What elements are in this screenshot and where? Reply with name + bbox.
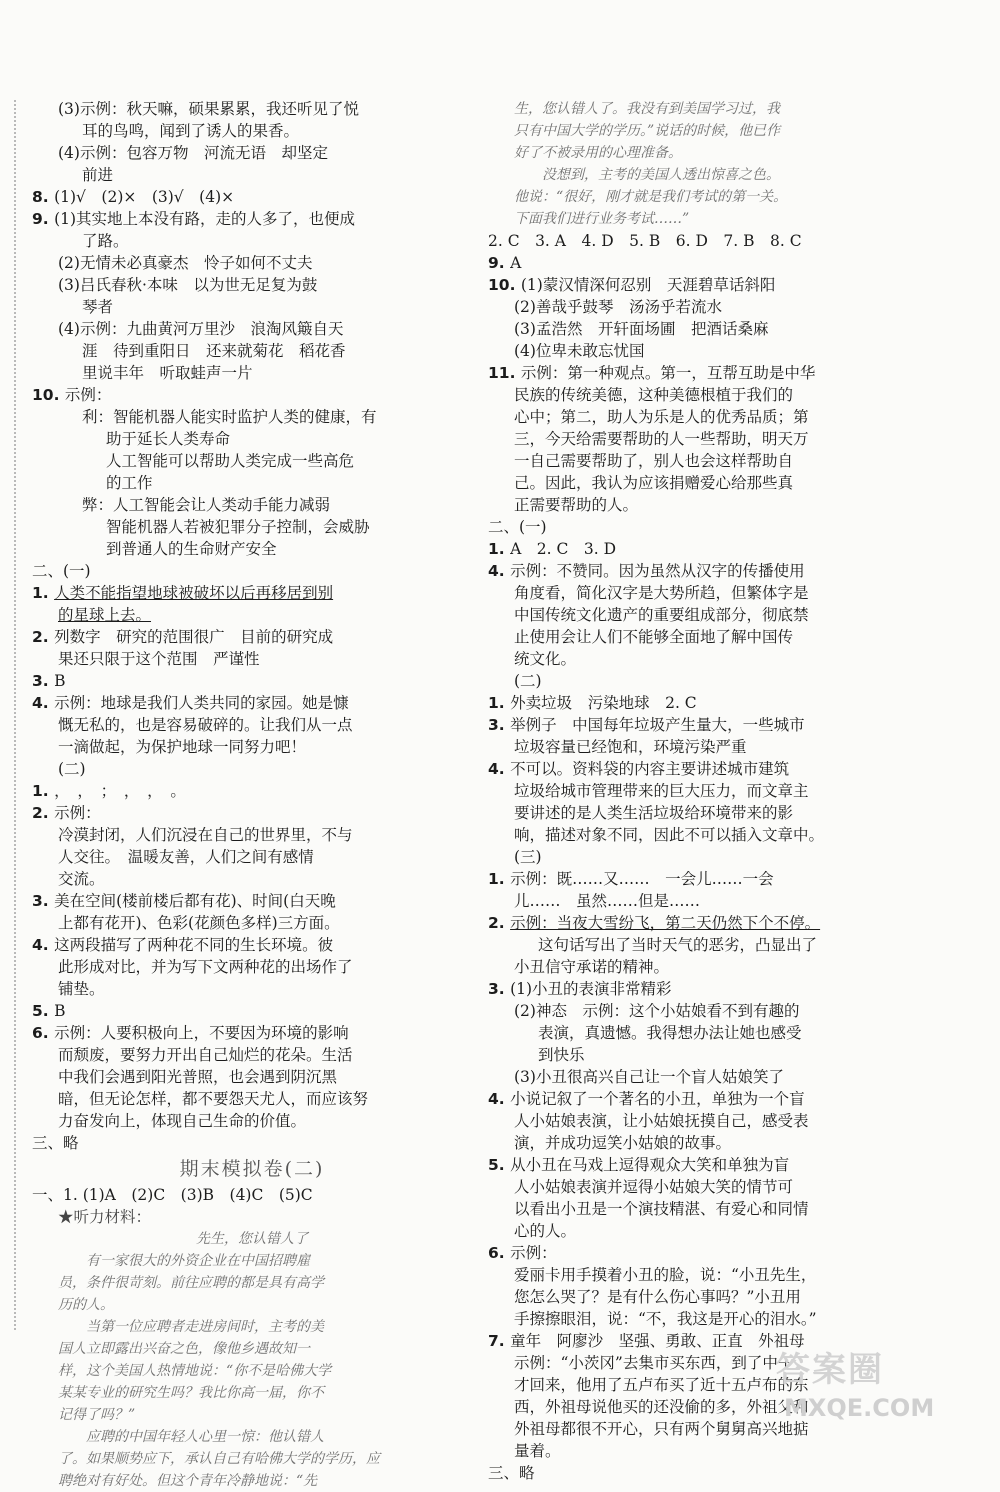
watermark-url: MXQE.COM — [784, 1394, 935, 1422]
right-answer-line — [488, 956, 958, 978]
answer-text: 弊：人工智能会让人类动手能力减弱 — [82, 496, 331, 514]
listening-line: 记得了吗？” — [58, 1407, 136, 1423]
question-number: 5. — [488, 1156, 511, 1174]
right-answer-line — [488, 252, 958, 274]
listening-line: 有一家很大的外资企业在中国招聘雇 — [58, 1253, 310, 1269]
right-answer-line — [488, 296, 958, 318]
answer-text: 从小丑在马戏上逗得观众大笑和单独为盲 — [510, 1156, 790, 1174]
listening-line: 应聘的中国年轻人心里一惊：他认错人 — [58, 1429, 324, 1445]
left-answer-line — [32, 1000, 472, 1022]
right-answer-line — [488, 406, 958, 428]
answer-text: 示例：第一种观点。第一，互帮互助是中华 — [520, 364, 816, 382]
left-answer-line — [32, 494, 472, 516]
right-answer-lines — [488, 230, 958, 1484]
listening-line: 样，这个美国人热情地说：“你不是哈佛大学 — [58, 1363, 332, 1379]
right-answer-line — [488, 934, 958, 956]
left-answer-line — [32, 186, 472, 208]
right-answer-line — [488, 560, 958, 582]
margin-dotted-line — [14, 100, 16, 1330]
right-answer-line — [488, 626, 958, 648]
answer-text: 力奋发向上，体现自己生命的价值。 — [58, 1112, 307, 1130]
answer-text: 爱丽卡用手摸着小丑的脸，说：“小丑先生， — [514, 1266, 817, 1284]
left-answer-line — [32, 912, 472, 934]
answer-text: 演，并成功逗笑小姑娘的故事。 — [514, 1134, 732, 1152]
answer-text: (二) — [514, 672, 542, 690]
answer-text: 示例：人要积极向上，不要因为环境的影响 — [54, 1024, 349, 1042]
left-answer-line — [32, 780, 472, 802]
part1-answers: 一、1. (1)A (2)C (3)B (4)C (5)C — [32, 1186, 313, 1204]
answer-text: 垃圾给城市管理带来的巨大压力，而文章主 — [514, 782, 809, 800]
answer-text: 二、(一) — [488, 518, 547, 536]
right-answer-line — [488, 1308, 958, 1330]
answer-text: 的工作 — [106, 474, 153, 492]
answer-text: 示例：地球是我们人类共同的家园。她是慷 — [54, 694, 349, 712]
right-answer-line — [488, 1110, 958, 1132]
question-number: 2. — [32, 628, 55, 646]
answer-text: 角度看，简化汉字是大势所趋，但繁体字是 — [514, 584, 809, 602]
listening-line: 只有中国大学的学历。”说话的时候，他已作 — [514, 123, 781, 139]
left-answer-line — [32, 934, 472, 956]
question-number: 3. — [32, 892, 55, 910]
left-answer-line — [32, 142, 472, 164]
right-answer-line — [488, 340, 958, 362]
answer-text: 果还只限于这个范围 严谨性 — [58, 650, 260, 668]
right-answer-line — [488, 1066, 958, 1088]
right-answer-line — [488, 648, 958, 670]
answer-text: 二、(一) — [32, 562, 91, 580]
right-answer-line — [488, 538, 958, 560]
left-answer-line — [32, 802, 472, 824]
right-answer-line — [488, 1000, 958, 1022]
question-number: 11. — [488, 364, 521, 382]
answer-text: (3)孟浩然 开轩面场圃 把酒话桑麻 — [514, 320, 769, 338]
left-answer-line — [32, 472, 472, 494]
answer-text: 人工智能可以帮助人类完成一些高危 — [106, 452, 355, 470]
answer-text: 举例子 中国每年垃圾产生量大，一些城市 — [510, 716, 805, 734]
answer-text: 到普通人的生命财产安全 — [106, 540, 277, 558]
right-answer-line — [488, 1286, 958, 1308]
right-answer-line — [488, 670, 958, 692]
left-answer-line — [32, 868, 472, 890]
answer-text: 止使用会让人们不能够全面地了解中国传 — [514, 628, 794, 646]
right-answer-line — [488, 824, 958, 846]
right-answer-line — [488, 516, 958, 538]
answer-text: 童年 阿廖沙 坚强、勇敢、正直 外祖母 — [510, 1332, 805, 1350]
answer-text: 一自己需要帮助了，别人也会这样帮助自 — [514, 452, 794, 470]
watermark-logo — [776, 1342, 976, 1432]
left-answer-line — [32, 340, 472, 362]
left-answer-line — [32, 428, 472, 450]
listening-title: 先生，您认错人了 — [196, 1231, 308, 1247]
left-answer-line — [32, 296, 472, 318]
answer-text: B — [54, 672, 66, 690]
answer-text: 此形成对比，并为写下文两种花的出场作了 — [58, 958, 353, 976]
answer-text: 上都有花开)、色彩(花颜色多样)三方面。 — [58, 914, 340, 932]
answer-text: (2)神态 示例：这个小姑娘看不到有趣的 — [514, 1002, 800, 1020]
left-answer-line — [32, 164, 472, 186]
left-answer-line — [32, 208, 472, 230]
answer-text: 心中；第二，助人为乐是人的优秀品质；第 — [514, 408, 809, 426]
answer-text: (1)蒙汉情深何忍别 天涯碧草话斜阳 — [520, 276, 776, 294]
answer-text: 利：智能机器人能实时监护人类的健康，有 — [82, 408, 377, 426]
left-answer-line — [32, 1110, 472, 1132]
question-number: 1. — [488, 870, 511, 888]
answer-text: (3)吕氏春秋·本味 以为世无足复为鼓 — [58, 276, 318, 294]
answer-text: 这两段描写了两种花不同的生长环境。彼 — [54, 936, 334, 954]
listening-line: 没想到，主考的美国人透出惊喜之色。 — [514, 167, 780, 183]
right-answer-line — [488, 714, 958, 736]
left-answer-line — [32, 230, 472, 252]
question-number: 1. — [488, 694, 511, 712]
left-answer-line — [32, 538, 472, 560]
listening-line: 国人立即露出兴奋之色，像他乡遇故知一 — [58, 1341, 310, 1357]
right-column — [488, 98, 958, 1484]
left-answer-line — [32, 956, 472, 978]
question-number: 1. — [32, 782, 55, 800]
question-number: 3. — [488, 716, 511, 734]
answer-text: 列数字 研究的范围很广 目前的研究成 — [54, 628, 334, 646]
left-answer-line — [32, 362, 472, 384]
listening-line: 某某专业的研究生吗？我比你高一届，你不 — [58, 1385, 324, 1401]
answer-text: 智能机器人若被犯罪分子控制，会威胁 — [106, 518, 370, 536]
left-column — [32, 98, 472, 1492]
right-answer-line — [488, 1176, 958, 1198]
left-answer-line — [32, 120, 472, 142]
question-number: 4. — [32, 936, 55, 954]
answer-text: 示例： — [54, 804, 101, 822]
right-answer-line — [488, 604, 958, 626]
question-number: 2. — [32, 804, 55, 822]
answer-text: 三，今天给需要帮助的人一些帮助，明天万 — [514, 430, 809, 448]
left-answer-line — [32, 98, 472, 120]
answer-text: A 2. C 3. D — [510, 540, 616, 558]
left-answer-line — [32, 318, 472, 340]
answer-text: 人小姑娘表演并逗得小姑娘大笑的情节可 — [514, 1178, 794, 1196]
question-number: 7. — [488, 1332, 511, 1350]
right-answer-line — [488, 978, 958, 1000]
question-number: 6. — [488, 1244, 511, 1262]
listening-line: 好了不被录用的心理准备。 — [514, 145, 682, 161]
question-number: 9. — [32, 210, 55, 228]
left-answer-line — [32, 648, 472, 670]
question-number: 1. — [488, 540, 511, 558]
left-answer-line — [32, 626, 472, 648]
answer-text: 示例：不赞同。因为虽然从汉字的传播使用 — [510, 562, 805, 580]
question-number: 2. — [488, 914, 511, 932]
answer-text: 外卖垃圾 污染地球 2. C — [510, 694, 697, 712]
answer-text: 心的人。 — [514, 1222, 577, 1240]
answer-text: 人类不能指望地球被破坏以后再移居到别 — [54, 584, 334, 602]
listening-line: 他说：“很好，刚才就是我们考试的第一关。 — [514, 189, 788, 205]
question-number: 10. — [488, 276, 521, 294]
right-answer-line — [488, 318, 958, 340]
answer-text: 这句话写出了当时天气的恶劣，凸显出了 — [538, 936, 818, 954]
listening-text-right — [488, 98, 958, 230]
right-answer-line — [488, 1132, 958, 1154]
answer-text: 示例：当夜大雪纷飞，第二天仍然下个不停。 — [510, 914, 821, 932]
answer-text: (4)位卑未敢忘忧国 — [514, 342, 645, 360]
left-answer-line — [32, 1088, 472, 1110]
listening-line: 聘绝对有好处。但这个青年冷静地说：“先 — [58, 1473, 318, 1489]
right-answer-line — [488, 1242, 958, 1264]
question-number: 6. — [32, 1024, 55, 1042]
right-answer-line — [488, 692, 958, 714]
right-answer-line — [488, 758, 958, 780]
answer-text: (1)√ (2)× (3)√ (4)× — [54, 188, 235, 206]
right-answer-line — [488, 1440, 958, 1462]
question-number: 4. — [488, 760, 511, 778]
answer-text: 小说记叙了一个著名的小丑，单独为一个盲 — [510, 1090, 805, 1108]
answer-text: (4)示例：九曲黄河万里沙 浪淘风簸自天 — [58, 320, 344, 338]
left-answer-line — [32, 384, 472, 406]
answer-text: 示例：“小茨冈”去集市买东西，到了中午 — [514, 1354, 794, 1372]
answer-text: 2. C 3. A 4. D 5. B 6. D 7. B 8. C — [488, 232, 802, 250]
answer-text: 三、略 — [32, 1134, 79, 1152]
left-answer-line — [32, 736, 472, 758]
question-number: 3. — [488, 980, 511, 998]
listening-label: ★听力材料： — [58, 1208, 152, 1226]
listening-line: 下面我们进行业务考试……” — [514, 211, 690, 227]
right-answer-line — [488, 450, 958, 472]
left-answer-line — [32, 846, 472, 868]
answer-text: 不可以。资料袋的内容主要讲述城市建筑 — [510, 760, 790, 778]
answer-text: 您怎么哭了？是有什么伤心事吗？”小丑用 — [514, 1288, 801, 1306]
right-answer-line — [488, 1220, 958, 1242]
answer-text: 己。因此，我认为应该捐赠爱心给那些真 — [514, 474, 794, 492]
left-answer-line — [32, 1022, 472, 1044]
left-answer-line — [32, 582, 472, 604]
answer-text: 民族的传统美德，这种美德根植于我们的 — [514, 386, 794, 404]
answer-text: 一滴做起，为保护地球一同努力吧！ — [58, 738, 307, 756]
answer-text: 垃圾容量已经饱和，环境污染严重 — [514, 738, 747, 756]
answer-text: 了路。 — [82, 232, 129, 250]
answer-text: 前进 — [82, 166, 114, 184]
question-number: 4. — [488, 562, 511, 580]
left-answer-line — [32, 450, 472, 472]
answer-text: 里说丰年 听取蛙声一片 — [82, 364, 253, 382]
left-answer-line — [32, 890, 472, 912]
answer-text: 冷漠封闭，人们沉浸在自己的世界里，不与 — [58, 826, 353, 844]
left-answer-line — [32, 252, 472, 274]
answer-text: 量着。 — [514, 1442, 561, 1460]
answer-text: A — [510, 254, 522, 272]
question-number: 4. — [488, 1090, 511, 1108]
listening-line: 当第一位应聘者走进房间时，主考的美 — [58, 1319, 324, 1335]
answer-text: 琴者 — [82, 298, 114, 316]
left-answer-line — [32, 1044, 472, 1066]
answer-text: 响，描述对象不同，因此不可以插入文章中。 — [514, 826, 825, 844]
answer-text: (4)示例：包容万物 河流无语 却坚定 — [58, 144, 328, 162]
answer-text: 示例：既……又…… 一会儿……一会 — [510, 870, 774, 888]
right-answer-line — [488, 384, 958, 406]
question-number: 8. — [32, 188, 55, 206]
listening-text-left — [32, 1250, 472, 1492]
question-number: 4. — [32, 694, 55, 712]
answer-text: 涯 待到重阳日 还来就菊花 稻花香 — [82, 342, 346, 360]
listening-line: 生，您认错人了。我没有到美国学习过，我 — [514, 101, 780, 117]
answer-text: 助于延长人类寿命 — [106, 430, 231, 448]
listening-line: 了。如果顺势应下，承认自己有哈佛大学的学历，应 — [58, 1451, 380, 1467]
answer-text: 小丑信守承诺的精神。 — [514, 958, 670, 976]
right-answer-line — [488, 846, 958, 868]
right-answer-line — [488, 274, 958, 296]
answer-text: B — [54, 1002, 66, 1020]
answer-text: 人交往。 温暖友善，人们之间有感情 — [58, 848, 314, 866]
answer-text: 要讲述的是人类生活垃圾给环境带来的影 — [514, 804, 794, 822]
question-number: 9. — [488, 254, 511, 272]
left-answer-line — [32, 824, 472, 846]
answer-text: 外祖母都很不开心，只有两个舅舅高兴地掂 — [514, 1420, 809, 1438]
answer-text: 的星球上去。 — [58, 606, 152, 624]
left-answer-line — [32, 670, 472, 692]
section-title: 期末模拟卷(二) — [179, 1158, 325, 1180]
left-answer-line — [32, 560, 472, 582]
right-answer-line — [488, 912, 958, 934]
left-answer-line — [32, 1066, 472, 1088]
answer-text: 示例： — [510, 1244, 557, 1262]
answer-text: (3)示例：秋天嘛，硕果累累，我还听见了悦 — [58, 100, 359, 118]
left-answer-line — [32, 978, 472, 1000]
left-answer-line — [32, 604, 472, 626]
answer-text: 三、略 — [488, 1464, 535, 1482]
right-answer-line — [488, 802, 958, 824]
answer-text: 西，外祖母说他买的还没偷的多，外祖父和 — [514, 1398, 809, 1416]
answer-text: 示例： — [64, 386, 112, 404]
answer-text: 表演，真遗憾。我得想办法让她也感受 — [538, 1024, 802, 1042]
right-answer-line — [488, 1264, 958, 1286]
answer-text: 统文化。 — [514, 650, 577, 668]
question-number: 5. — [32, 1002, 55, 1020]
left-answer-line — [32, 406, 472, 428]
answer-text: 手擦擦眼泪，说：“不，我这是开心的泪水。” — [514, 1310, 817, 1328]
right-answer-line — [488, 736, 958, 758]
listening-line: 历的人。 — [58, 1297, 114, 1313]
answer-text: 才回来，他用了五卢布买了近十五卢布的东 — [514, 1376, 809, 1394]
answer-text: ， ， ； ， ， 。 — [54, 782, 186, 800]
answer-text: (2)无情未必真豪杰 怜子如何不丈夫 — [58, 254, 313, 272]
answer-text: 美在空间(楼前楼后都有花)、时间(白天晚 — [54, 892, 336, 910]
right-answer-line — [488, 1044, 958, 1066]
answer-text: 到快乐 — [538, 1046, 585, 1064]
answer-text: 铺垫。 — [58, 980, 105, 998]
answer-text: 儿…… 虽然……但是…… — [514, 892, 701, 910]
answer-text: 中国传统文化遗产的重要组成部分，彻底禁 — [514, 606, 809, 624]
right-answer-line — [488, 1022, 958, 1044]
answer-text: 正需要帮助的人。 — [514, 496, 639, 514]
answer-text: 而颓废，要努力开出自己灿烂的花朵。生活 — [58, 1046, 353, 1064]
answer-text: 慨无私的，也是容易破碎的。让我们从一点 — [58, 716, 353, 734]
right-answer-line — [488, 780, 958, 802]
left-answer-line — [32, 1132, 472, 1154]
left-answer-line — [32, 516, 472, 538]
answer-text: (3)小丑很高兴自己让一个盲人姑娘笑了 — [514, 1068, 784, 1086]
right-answer-line — [488, 1088, 958, 1110]
answer-text: (2)善哉乎鼓琴 汤汤乎若流水 — [514, 298, 722, 316]
answer-text: (二) — [58, 760, 86, 778]
left-answer-line — [32, 714, 472, 736]
answer-text: 交流。 — [58, 870, 105, 888]
answer-text: 中我们会遇到阳光普照，也会遇到阴沉黑 — [58, 1068, 338, 1086]
right-answer-line — [488, 890, 958, 912]
answer-text: 耳的鸟鸣，闻到了诱人的果香。 — [82, 122, 300, 140]
right-answer-line — [488, 1154, 958, 1176]
right-answer-line — [488, 582, 958, 604]
right-answer-line — [488, 1462, 958, 1484]
right-answer-line — [488, 868, 958, 890]
question-number: 10. — [32, 386, 65, 404]
question-number: 3. — [32, 672, 55, 690]
right-answer-line — [488, 428, 958, 450]
left-answer-line — [32, 692, 472, 714]
answer-text: (三) — [514, 848, 542, 866]
watermark-logo-text: 答案圈 — [776, 1350, 884, 1390]
question-number: 1. — [32, 584, 55, 602]
right-answer-line — [488, 494, 958, 516]
answer-text: (1)小丑的表演非常精彩 — [510, 980, 672, 998]
right-answer-line — [488, 362, 958, 384]
answer-text: 人小姑娘表演，让小姑娘抚摸自己，感受表 — [514, 1112, 809, 1130]
right-answer-line — [488, 1198, 958, 1220]
right-answer-line — [488, 472, 958, 494]
left-answer-line — [32, 758, 472, 780]
answer-text: (1)其实地上本没有路，走的人多了，也便成 — [54, 210, 356, 228]
answer-text: 以看出小丑是一个演技精湛、有爱心和同情 — [514, 1200, 809, 1218]
listening-line: 员，条件很苛刻。前往应聘的都是具有高学 — [58, 1275, 324, 1291]
right-answer-line — [488, 230, 958, 252]
left-answer-lines — [32, 98, 472, 1154]
answer-text: 暗，但无论怎样，都不要怨天尤人，而应该努 — [58, 1090, 369, 1108]
left-answer-line — [32, 274, 472, 296]
